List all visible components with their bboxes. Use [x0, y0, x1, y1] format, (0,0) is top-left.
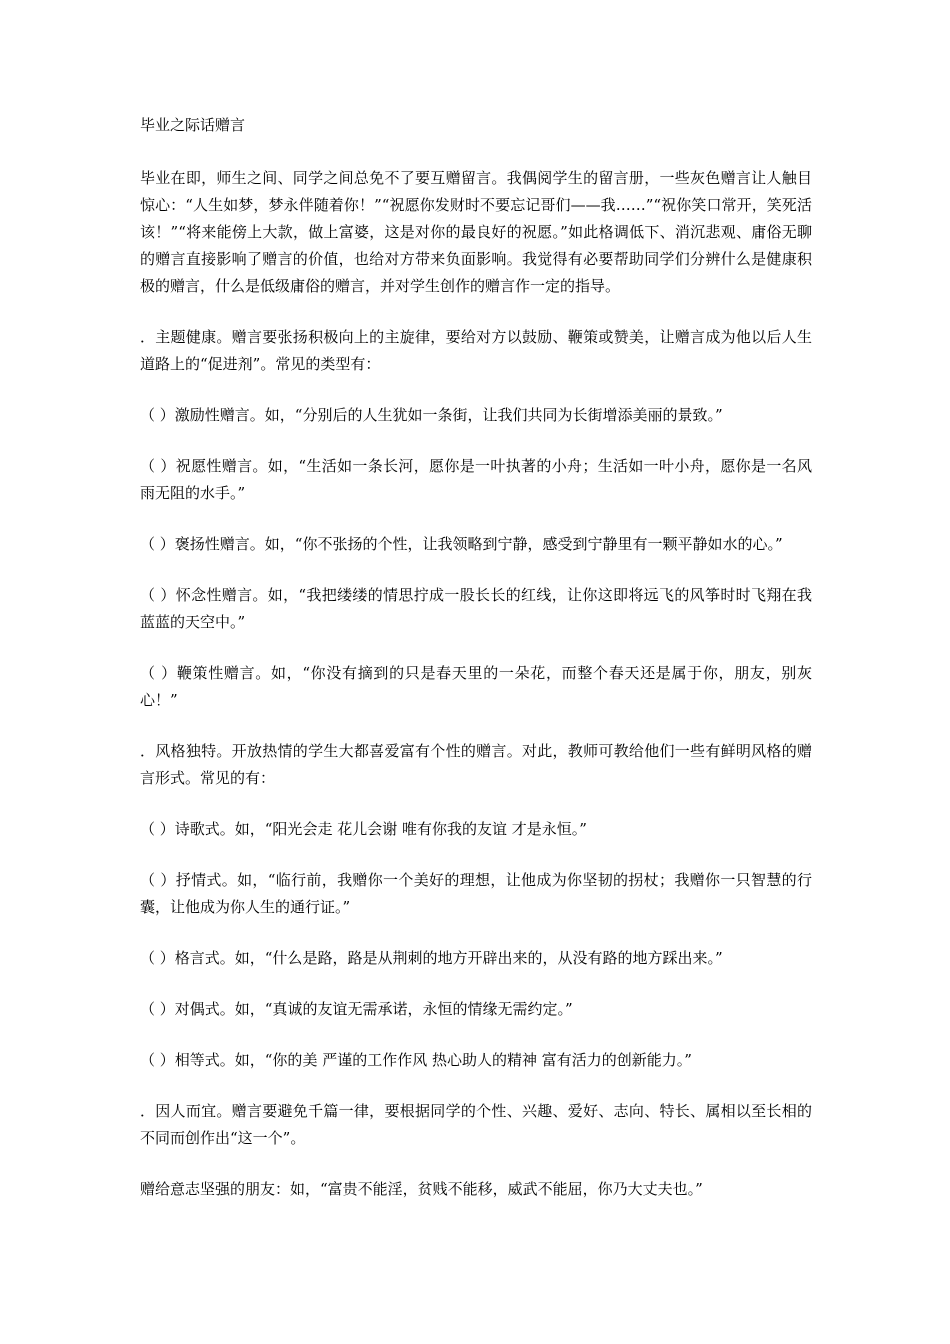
paragraph-item: （ ）褒扬性赠言。如，“你不张扬的个性，让我领略到宁静，感受到宁静里有一颗平静如水的心。”: [140, 535, 783, 553]
document-page: [140, 112, 812, 1203]
paragraph-item: （ ）相等式。如，“你的美 严谨的工作作风 热心助人的精神 富有活力的创新能力。”: [140, 1051, 692, 1069]
document-title: 毕业之际话赠言: [140, 116, 246, 134]
paragraph-item: 赠给意志坚强的朋友：如，“富贵不能淫，贫贱不能移，威武不能屈，你乃大丈夫也。”: [140, 1180, 703, 1198]
paragraph-section-3: ．因人而宜。赠言要避免千篇一律，要根据同学的个性、兴趣、爱好、志向、特长、属相以至长相的不同而创作出“这一个”。: [140, 1102, 812, 1147]
paragraph-item: （ ）抒情式。如，“临行前，我赠你一个美好的理想，让他成为你坚韧的拐杖；我赠你一只智慧的行囊，让他成为你人生的通行证。”: [140, 871, 812, 916]
paragraph-intro: 毕业在即，师生之间、同学之间总免不了要互赠留言。我偶阅学生的留言册，一些灰色赠言让人触目惊心：“人生如梦，梦永伴随着你！”“祝愿你发财时不要忘记哥们——我……”“祝你笑口常开，笑死活该！”“将来能傍上大款，做上富婆，这是对你的最良好的祝愿。”如此格调低下、消沉悲观、庸俗无聊的赠言直接影响了赠言的价值，也给对方带来负面影响。我觉得有必要帮助同学们分辨什么是健康积极的赠言，什么是低级庸俗的赠言，并对学生创作的赠言作一定的指导。: [140, 169, 812, 295]
paragraph-item: （ ）怀念性赠言。如，“我把缕缕的情思拧成一股长长的红线，让你这即将远飞的风筝时时飞翔在我蓝蓝的天空中。”: [140, 586, 812, 631]
paragraph-item: （ ）鞭策性赠言。如，“你没有摘到的只是春天里的一朵花，而整个春天还是属于你，朋友，别灰心！”: [140, 664, 812, 709]
paragraph-section-2: ．风格独特。开放热情的学生大都喜爱富有个性的赠言。对此，教师可教给他们一些有鲜明风格的赠言形式。常见的有：: [140, 742, 812, 787]
paragraph-item: （ ）激励性赠言。如，“分别后的人生犹如一条街，让我们共同为长街增添美丽的景致。”: [140, 406, 723, 424]
paragraph-item: （ ）祝愿性赠言。如，“生活如一条长河，愿你是一叶执著的小舟；生活如一叶小舟，愿你是一名风雨无阻的水手。”: [140, 457, 812, 502]
paragraph-item: （ ）格言式。如，“什么是路，路是从荆刺的地方开辟出来的，从没有路的地方踩出来。”: [140, 949, 723, 967]
paragraph-section-1: ．主题健康。赠言要张扬积极向上的主旋律，要给对方以鼓励、鞭策或赞美，让赠言成为他以后人生道路上的“促进剂”。常见的类型有：: [140, 328, 812, 373]
paragraph-item: （ ）对偶式。如，“真诚的友谊无需承诺，永恒的情缘无需约定。”: [140, 1000, 573, 1018]
paragraph-item: （ ）诗歌式。如，“阳光会走 花儿会谢 唯有你我的友谊 才是永恒。”: [140, 820, 587, 838]
